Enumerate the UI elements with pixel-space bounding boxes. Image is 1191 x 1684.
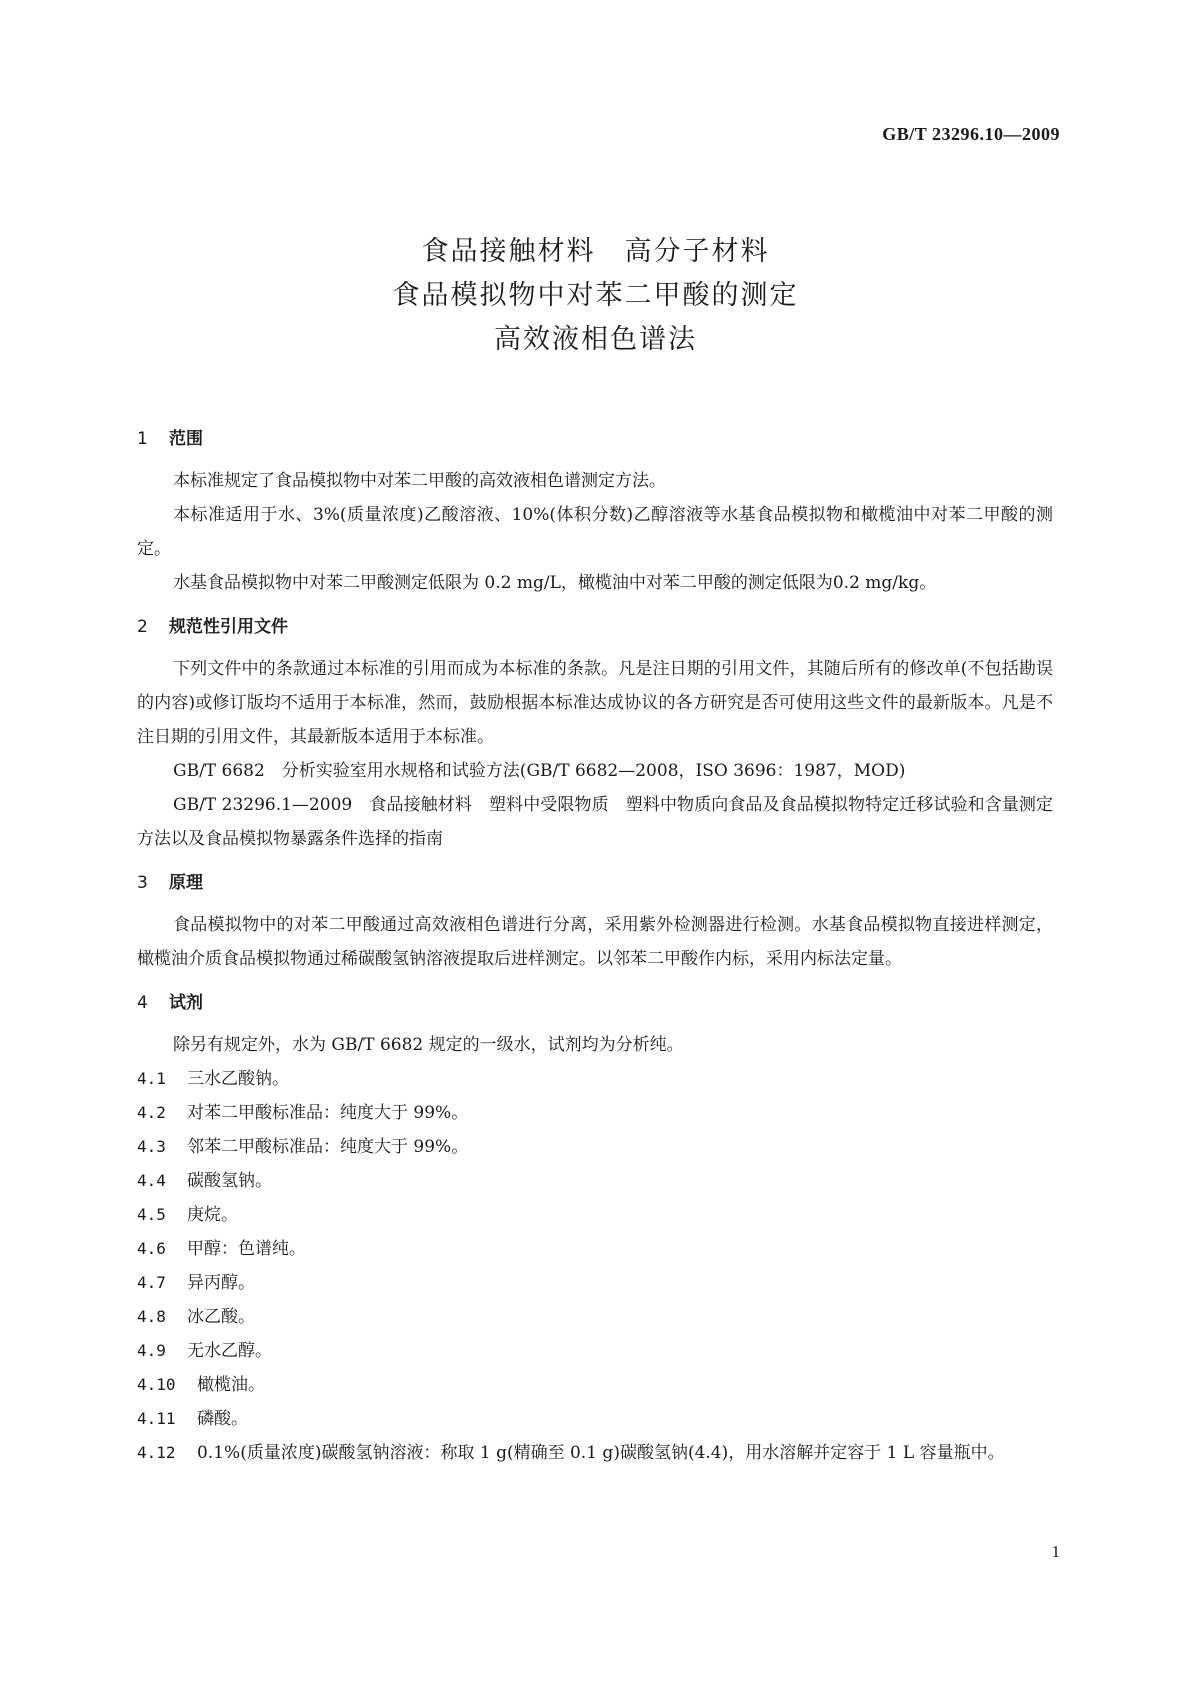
section-heading-principle <box>137 868 1053 898</box>
reagent-item: 4.2 对苯二甲酸标准品：纯度大于 99%。 <box>137 1103 469 1123</box>
reference-entry: GB/T 6682 分析实验室用水规格和试验方法(GB/T 6682—2008，ISO 3696：1987，MOD) <box>173 761 906 781</box>
reagent-item: 4.9 无水乙醇。 <box>137 1341 272 1361</box>
section-title: 原理 <box>169 873 203 893</box>
standard-code: GB/T 23296.10—2009 <box>882 124 1060 144</box>
title-line-1: 食品接触材料 高分子材料 <box>421 236 770 267</box>
section-number: 3 <box>137 873 148 893</box>
section-title: 范围 <box>169 429 203 449</box>
paragraph: 本标准适用于水、3%(质量浓度)乙酸溶液、10%(体积分数)乙醇溶液等水基食品模拟物和橄榄油中对苯二甲酸的测定。 <box>137 505 1053 559</box>
reagent-item: 4.5 庚烷。 <box>137 1205 238 1225</box>
section-heading-reagents <box>137 988 1053 1018</box>
reagent-item: 4.12 0.1%(质量浓度)碳酸氢钠溶液：称取 1 g(精确至 0.1 g)碳酸氢钠(4.4)，用水溶解并定容于 1 L 容量瓶中。 <box>137 1443 1005 1463</box>
paragraph: 食品模拟物中的对苯二甲酸通过高效液相色谱进行分离，采用紫外检测器进行检测。水基食品模拟物直接进样测定，橄榄油介质食品模拟物通过稀碳酸氢钠溶液提取后进样测定。以邻苯二甲酸作内标，采用内标法定量。 <box>137 915 1053 969</box>
section-number: 2 <box>137 617 148 637</box>
reagent-item: 4.1 三水乙酸钠。 <box>137 1069 289 1089</box>
section-number: 1 <box>137 429 148 449</box>
reagent-item: 4.4 碳酸氢钠。 <box>137 1171 272 1191</box>
title-line-2: 食品模拟物中对苯二甲酸的测定 <box>392 280 799 311</box>
paragraph: 水基食品模拟物中对苯二甲酸测定低限为 0.2 mg/L，橄榄油中对苯二甲酸的测定低限为0.2 mg/kg。 <box>173 573 937 593</box>
reagent-item: 4.6 甲醇：色谱纯。 <box>137 1239 306 1259</box>
paragraph: 下列文件中的条款通过本标准的引用而成为本标准的条款。凡是注日期的引用文件，其随后所有的修改单(不包括勘误的内容)或修订版均不适用于本标准，然而，鼓励根据本标准达成协议的各方研究是否可使用这些文件的最新版本。凡是不注日期的引用文件，其最新版本适用于本标准。 <box>137 659 1053 747</box>
title-line-3: 高效液相色谱法 <box>494 324 697 355</box>
reagent-item: 4.11 磷酸。 <box>137 1409 248 1429</box>
section-heading-normative-references <box>137 612 1053 642</box>
document-title <box>0 230 1191 362</box>
reference-entry: GB/T 23296.1—2009 食品接触材料 塑料中受限物质 塑料中物质向食品及食品模拟物特定迁移试验和含量测定方法以及食品模拟物暴露条件选择的指南 <box>137 795 1053 849</box>
reagent-item: 4.3 邻苯二甲酸标准品：纯度大于 99%。 <box>137 1137 469 1157</box>
document-body <box>137 416 1053 1470</box>
reagent-item: 4.8 冰乙酸。 <box>137 1307 255 1327</box>
page-number: 1 <box>1051 1542 1060 1561</box>
paragraph: 除另有规定外，水为 GB/T 6682 规定的一级水，试剂均为分析纯。 <box>173 1035 684 1055</box>
section-title: 规范性引用文件 <box>169 617 288 637</box>
section-heading-scope <box>137 424 1053 454</box>
reagent-item: 4.10 橄榄油。 <box>137 1375 265 1395</box>
section-title: 试剂 <box>169 993 203 1013</box>
section-number: 4 <box>137 993 148 1013</box>
reagent-item: 4.7 异丙醇。 <box>137 1273 255 1293</box>
paragraph: 本标准规定了食品模拟物中对苯二甲酸的高效液相色谱测定方法。 <box>173 471 666 491</box>
